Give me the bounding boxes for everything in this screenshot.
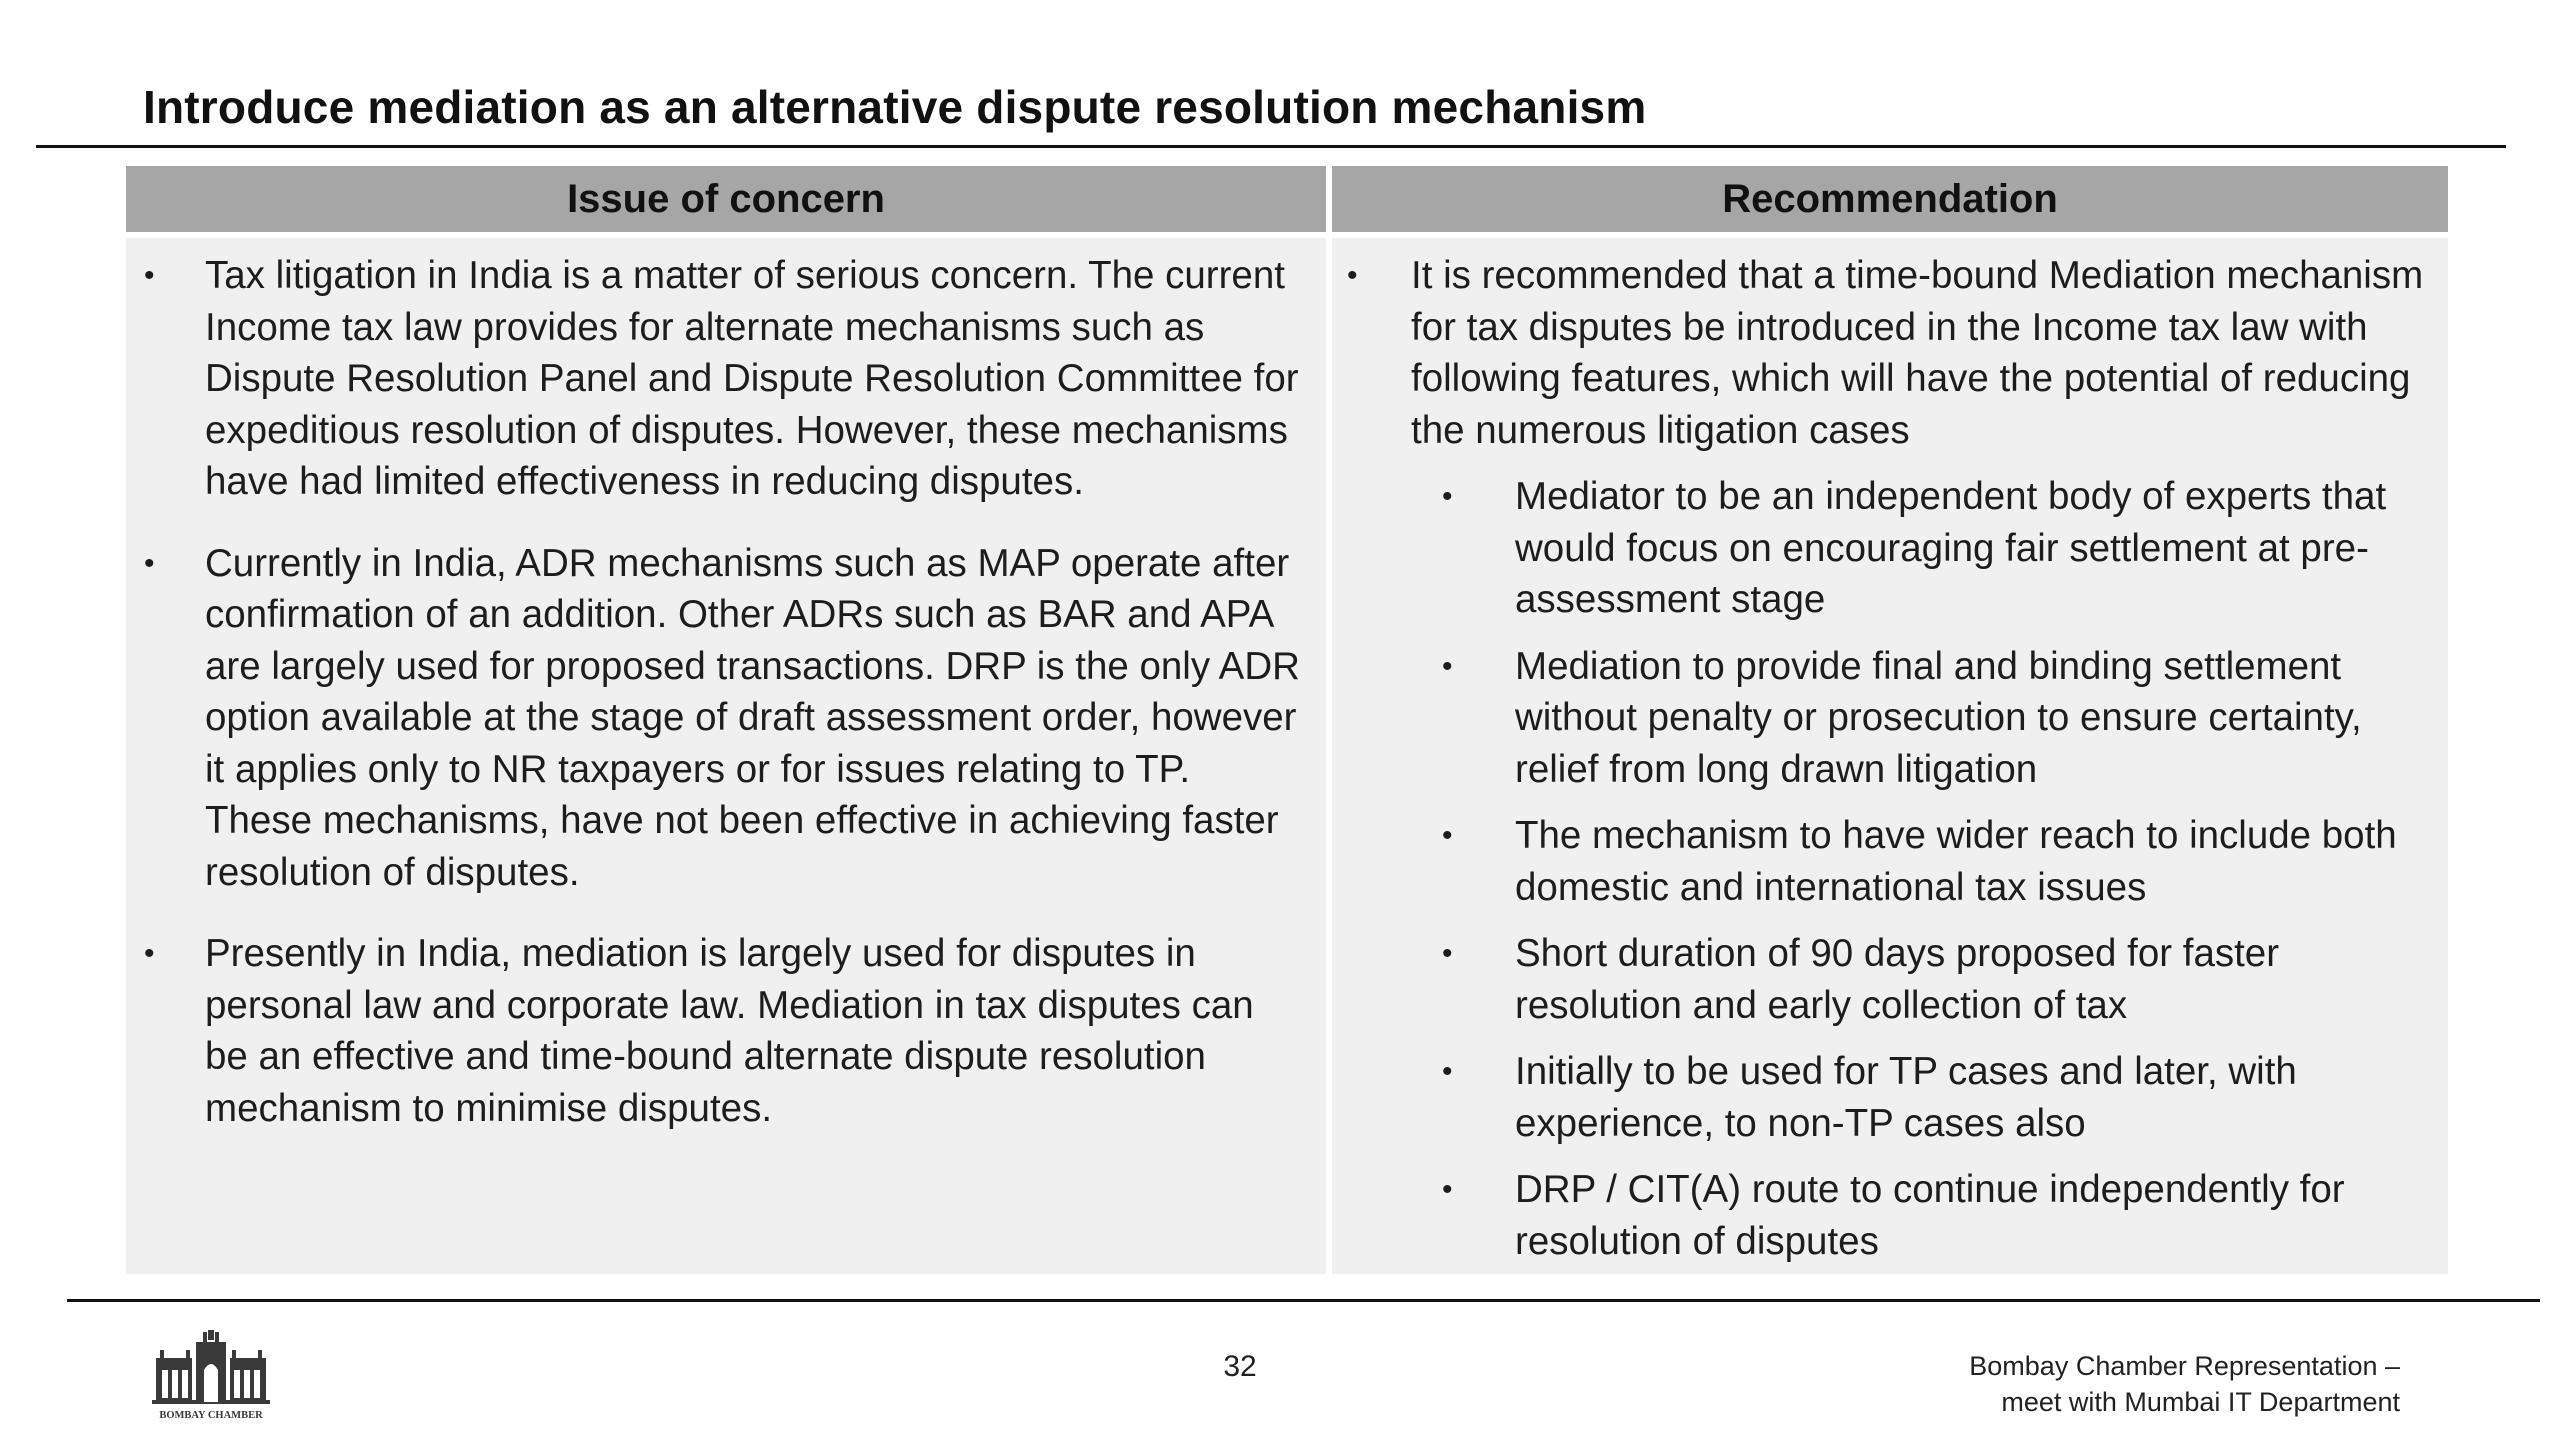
recommendation-sub-text: Mediation to provide final and binding settlement without penalty or prosecution to ensure certainty, relief from long drawn litigation (1515, 644, 2362, 791)
issue-column-header (126, 166, 1326, 232)
logo-text: BOMBAY CHAMBER (159, 1410, 263, 1421)
recommendation-sub-bullet (1332, 1164, 2438, 1267)
bullet-icon: • (1442, 937, 1453, 970)
issue-bullet-text: Presently in India, mediation is largely used for disputes in personal law and corporate law. Mediation in tax disputes can be an effective and time-bound alternate dispute resolution mechanism to minimise disputes. (205, 932, 1254, 1130)
issue-bullet (126, 250, 1306, 508)
recommendation-sub-text: Initially to be used for TP cases and later, with experience, to non-TP cases also (1515, 1050, 2297, 1145)
recommendation-sub-text: The mechanism to have wider reach to include both domestic and international tax issues (1515, 814, 2397, 909)
gateway-logo-icon (146, 1330, 276, 1422)
issue-header-label: Issue of concern (567, 176, 885, 221)
bullet-icon: • (144, 546, 155, 580)
issue-bullet (126, 928, 1306, 1134)
recommendation-column-body (1332, 238, 2448, 1274)
recommendation-main-bullet (1332, 250, 2438, 456)
bullet-icon: • (1347, 259, 1358, 292)
bullet-icon: • (1442, 649, 1453, 683)
recommendation-sub-bullet (1332, 471, 2438, 626)
recommendation-sub-bullet (1332, 928, 2438, 1031)
recommendation-header-label: Recommendation (1722, 176, 2058, 221)
bullet-icon: • (144, 259, 155, 292)
bullet-icon: • (1442, 480, 1453, 513)
bullet-icon: • (144, 937, 155, 970)
recommendation-sub-bullet (1332, 810, 2438, 913)
bullet-icon: • (1442, 1055, 1453, 1088)
issue-column-body (126, 238, 1326, 1274)
recommendation-sub-text: DRP / CIT(A) route to continue independently for resolution of disputes (1515, 1168, 2345, 1263)
slide-title: Introduce mediation as an alternative dispute resolution mechanism (143, 81, 1647, 133)
bombay-chamber-logo (146, 1330, 276, 1422)
recommendation-sub-bullet (1332, 641, 2438, 796)
page-number: 32 (1223, 1350, 1257, 1383)
footer-line-1: Bombay Chamber Representation – (1969, 1351, 2400, 1381)
recommendation-main-text: It is recommended that a time-bound Mediation mechanism for tax disputes be introduced in the Income tax law with following features, which will have the potential of reducing the numerous litigation cases (1411, 254, 2424, 452)
footer-caption (1969, 1348, 2400, 1420)
issue-bullet-text: Currently in India, ADR mechanisms such as MAP operate after confirmation of an addition. Other ADRs such as BAR and APA are largely used for proposed transactions. DRP is the only ADR option available at the stage of draft assessment order, however it applies only to NR taxpayers or for issues relating to TP. These mechanisms, have not been effective in achieving faster resolution of disputes. (205, 541, 1300, 894)
bullet-icon: • (1442, 819, 1453, 852)
title-divider (36, 145, 2506, 148)
recommendation-sub-text: Short duration of 90 days proposed for faster resolution and early collection of tax (1515, 932, 2280, 1027)
issue-bullet-text: Tax litigation in India is a matter of serious concern. The current Income tax law provides for alternate mechanisms such as Dispute Resolution Panel and Dispute Resolution Committee for expeditious resolution of disputes. However, these mechanisms have had limited effectiveness in reducing disputes. (205, 254, 1299, 503)
recommendation-sub-text: Mediator to be an independent body of experts that would focus on encouraging fair settlement at pre-assessment stage (1515, 475, 2387, 621)
bullet-icon: • (1442, 1173, 1453, 1206)
issue-bullet (126, 538, 1306, 899)
footer-divider (67, 1299, 2540, 1302)
recommendation-sub-bullet (1332, 1046, 2438, 1149)
footer-line-2: meet with Mumbai IT Department (2001, 1387, 2400, 1417)
recommendation-column-header (1332, 166, 2448, 232)
